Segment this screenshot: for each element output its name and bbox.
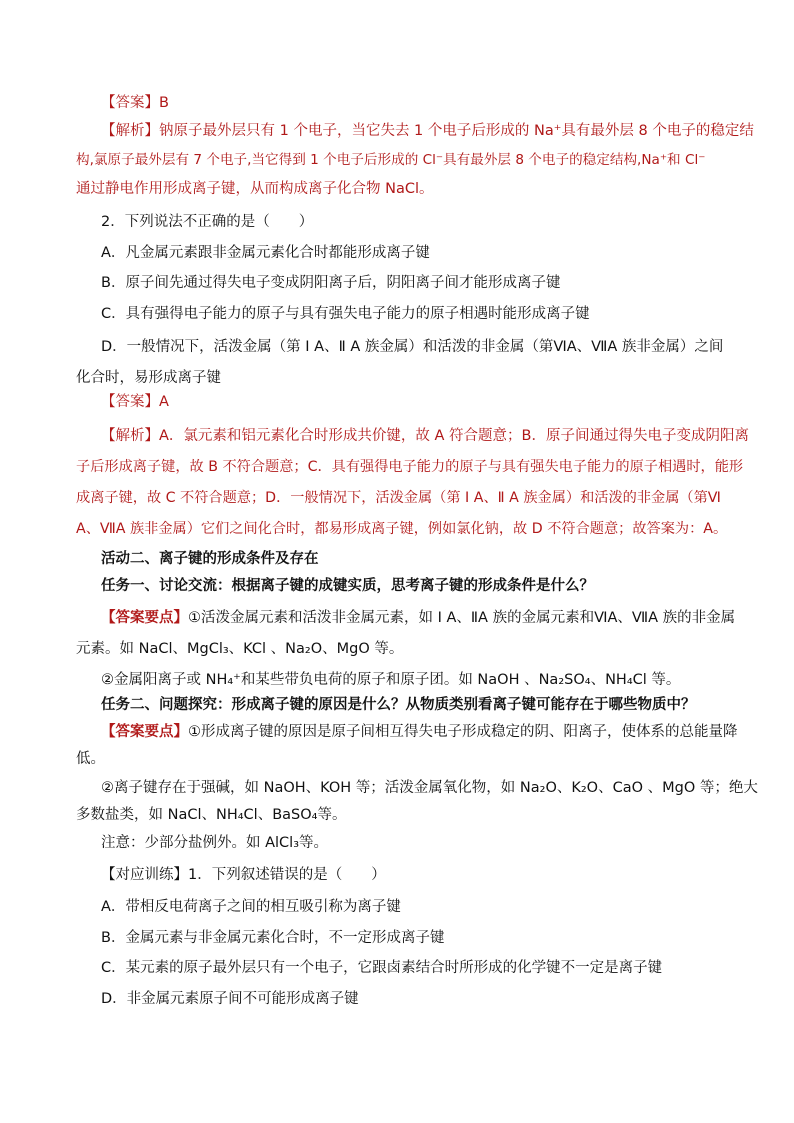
q2-option-d-l1: D．一般情况下，活泼金属（第 Ⅰ A、Ⅱ A 族金属）和活泼的非金属（第ⅥA、ⅦA 族非金属）之间 [101,339,724,355]
q1-analysis-l2: 构,氯原子最外层有 7 个电子,当它得到 1 个电子后形成的 Cl⁻具有最外层 8 个电子的稳定结构,Na⁺和 Cl⁻ [76,152,706,168]
analysis-tag: 【解析】 [101,123,159,139]
analysis-text: A．氯元素和铝元素化合时形成共价键，故 A 符合题意；B．原子间通过得失电子变成阴阳离 [159,428,750,444]
practice-option-c: C．某元素的原子最外层只有一个电子，它跟卤素结合时所形成的化学键不一定是离子键 [101,960,663,976]
q2-analysis-l1 [101,426,749,447]
q2-answer-line [101,392,169,413]
analysis-text: 钠原子最外层只有 1 个电子，当它失去 1 个电子后形成的 Na⁺具有最外层 8 个电子的稳定结 [159,123,754,139]
task1-heading: 任务一、讨论交流：根据离子键的成键实质，思考离子键的形成条件是什么？ [101,578,594,594]
q2-analysis-l4: A、ⅦA 族非金属）它们之间化合时，都易形成离子键，例如氯化钠，故 D 不符合题意；故答案为：A。 [76,521,728,537]
activity2-title: 活动二、离子键的形成条件及存在 [101,551,319,567]
q1-analysis-l1 [101,121,754,142]
answer-tag: 【答案】 [101,95,159,111]
task2-answer-l1 [101,722,738,743]
task2-answer-2-l2: 多数盐类，如 NaCl、NH₄Cl、BaSO₄等。 [76,807,347,823]
q2-analysis-l3: 成离子键，故 C 不符合题意；D．一般情况下，活泼金属（第 Ⅰ A、Ⅱ A 族金属）和活泼的非金属（第Ⅵ [76,490,721,506]
note-line: 注意：少部分盐例外。如 AlCl₃等。 [101,835,329,851]
task1-answer-2: ②金属阳离子或 NH₄⁺和某些带负电荷的原子和原子团。如 NaOH 、Na₂SO₄、NH₄Cl 等。 [101,672,681,688]
q2-option-a: A．凡金属元素跟非金属元素化合时都能形成离子键 [101,245,430,261]
q2-option-c: C．具有强得电子能力的原子与具有强失电子能力的原子相遇时能形成离子键 [101,306,590,322]
practice-stem: 【对应训练】1．下列叙述错误的是（ ） [101,867,386,883]
key-points-text: ①活泼金属元素和活泼非金属元素，如 I A、ⅡA 族的金属元素和ⅥA、ⅦA 族的非金属 [188,610,736,626]
key-points-tag: 【答案要点】 [101,610,188,626]
answer-tag: 【答案】 [101,394,159,410]
task2-answer-l2: 低。 [76,751,105,767]
practice-option-d: D．非金属元素原子间不可能形成离子键 [101,991,359,1007]
key-points-text: ①形成离子键的原因是原子间相互得失电子形成稳定的阴、阳离子，使体系的总能量降 [188,724,738,740]
q1-answer-line [101,93,169,114]
answer-value: B [159,95,169,111]
q1-analysis-l3: 通过静电作用形成离子键，从而构成离子化合物 NaCl。 [76,181,434,197]
task1-answer-l2: 元素。如 NaCl、MgCl₃、KCl 、Na₂O、MgO 等。 [76,641,404,657]
answer-value: A [159,394,169,410]
task2-heading: 任务二、问题探究：形成离子键的原因是什么？从物质类别看离子键可能存在于哪些物质中？ [101,697,696,713]
analysis-tag: 【解析】 [101,428,159,444]
practice-option-b: B．金属元素与非金属元素化合时，不一定形成离子键 [101,930,445,946]
practice-option-a: A．带相反电荷离子之间的相互吸引称为离子键 [101,899,401,915]
q2-stem: 2．下列说法不正确的是（ ） [101,214,314,230]
task2-answer-2-l1: ②离子键存在于强碱，如 NaOH、KOH 等；活泼金属氧化物，如 Na₂O、K₂O、CaO 、MgO 等；绝大 [101,780,758,796]
q2-option-d-l2: 化合时，易形成离子键 [76,370,221,386]
q2-analysis-l2: 子后形成离子键，故 B 不符合题意；C．具有强得电子能力的原子与具有强失电子能力的原子相遇时，能形 [76,459,744,475]
key-points-tag: 【答案要点】 [101,724,188,740]
q2-option-b: B．原子间先通过得失电子变成阴阳离子后，阴阳离子间才能形成离子键 [101,275,561,291]
task1-answer-l1 [101,608,735,629]
